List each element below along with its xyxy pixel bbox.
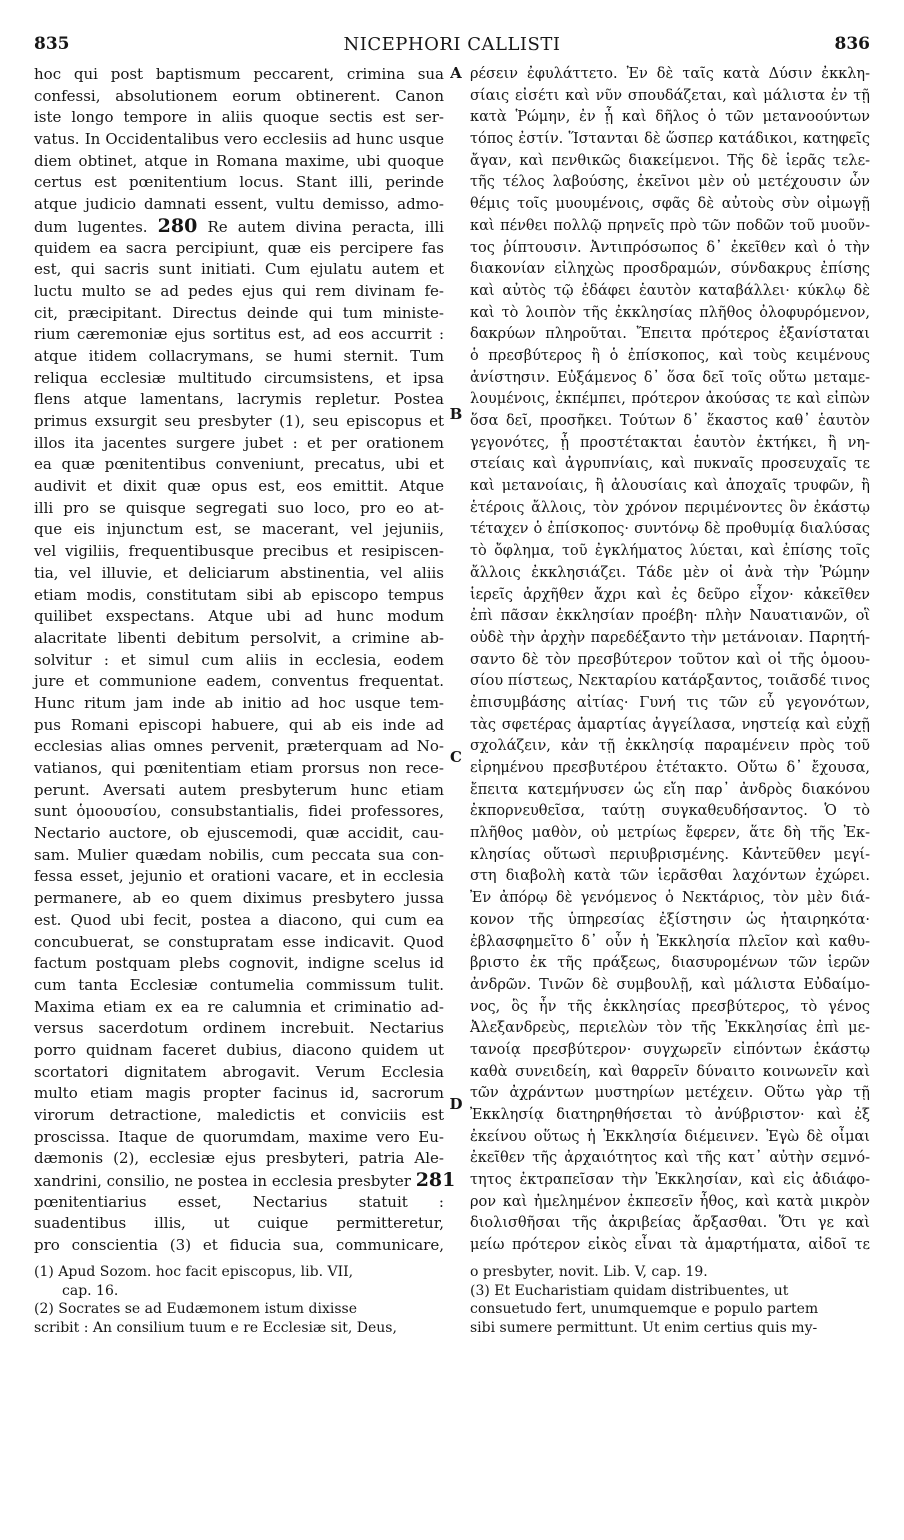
greek-line: σαντο δὲ τὸν πρεσβύτερον τοῦτον καὶ οἱ τῆς ὁμοου- [470, 651, 870, 668]
greek-line: τὸ ὄφλημα, τοῦ ἐγκλήματος λύεται, καὶ ἐπίσης τοῖς [470, 543, 870, 560]
greek-line: καὶ αὐτὸς τῷ ἐδάφει ἑαυτὸν καταβάλλει· κύκλῳ δὲ [470, 282, 870, 299]
latin-line: rium cæremoniæ ejus sortitus est, ad eos accurrit : [34, 325, 444, 344]
greek-line: τανοίᾳ πρεσβύτερον· συγχωρεῖν εἰπόντων ἑκάστῳ [470, 1041, 870, 1058]
latin-line [34, 216, 444, 238]
greek-line: βριστο ἐκ τῆς πράξεως, διασυρομένων τῶν ἱερῶν [470, 955, 870, 972]
latin-line: reliqua ecclesiæ multitudo circumsistens, et ipsa [34, 368, 444, 387]
footnote-line: scribit : An consilium tuum e re Ecclesiæ sit, Deus, [34, 1319, 397, 1336]
latin-line: atque judicio damnati essent, vultu demisso, admo- [34, 195, 444, 214]
latin-line: confessi, absolutionem eorum obtinerent. Canon [34, 86, 444, 105]
latin-line: factum postquam plebs cognovit, indigne scelus id [34, 954, 444, 973]
greek-line: νος, ὃς ἦν τῆς ἐκκλησίας πρεσβύτερος, τὸ γένος [470, 998, 870, 1015]
greek-line: τόπος ἐστίν. Ἵστανται δὲ ὥσπερ κατάδικοι, κατηφεῖς [470, 131, 870, 148]
latin-column [34, 64, 456, 1257]
latin-line: cum tanta Ecclesiæ contumelia commissum tulit. [34, 975, 444, 994]
latin-line: solvitur : et simul cum aliis in ecclesia, eodem [34, 650, 444, 669]
latin-line: quilibet exspectans. Atque ubi ad hunc modum [34, 607, 444, 626]
greek-line: ἐπισυμβάσης αἰτίας· Γυνή τις τῶν εὖ γεγονότων, [470, 694, 870, 711]
latin-line: scortatori dignitatem abrogavit. Verum Ecclesia [34, 1062, 444, 1081]
latin-line: hoc qui post baptismum peccarent, crimina sua [34, 65, 444, 83]
greek-line: ὁ πρεσβύτερος ἢ ὁ ἐπίσκοπος, καὶ τοὺς κειμένους [470, 347, 870, 364]
margin-marker-a: A [450, 64, 462, 82]
column-number: 281 [415, 1169, 456, 1192]
footnotes-left [34, 1263, 454, 1337]
greek-line: καὶ μετανοίαις, ἢ ἀλουσίαις καὶ ἀποχαῖς τρυφῶν, ἢ [470, 478, 870, 495]
greek-line: ἐκπορνευθεῖσα, ταύτῃ συγκαθευδήσαντος. Ὁ τὸ [470, 803, 870, 820]
greek-line: ὅσα δεῖ, προσῆκει. Τούτων δ᾽ ἕκαστος καθ᾽ ἑαυτὸν [470, 413, 870, 429]
latin-line: suadentibus illis, ut cuique permitteretur, [34, 1214, 444, 1233]
latin-line: quidem ea sacra percipiunt, quæ eis percipere fas [34, 238, 444, 257]
latin-line-text: xandrini, consilio, ne postea in ecclesia presbyter [34, 1172, 411, 1191]
page-number-right: 836 [834, 34, 870, 54]
greek-line: σχολάζειν, κἀν τῇ ἐκκλησίᾳ παραμένειν πρὸς τοῦ [470, 738, 870, 755]
greek-line: κατὰ Ῥώμην, ἐν ᾗ καὶ δῆλος ὁ τῶν μετανοούντων [470, 109, 870, 126]
greek-line: οὐδὲ τὴν ἀρχὴν παρεδέξαντο τὴν μετάνοιαν. Παρητή- [470, 629, 870, 646]
latin-line: virorum detractione, maledictis et conviciis est [34, 1106, 444, 1124]
latin-line: vatianos, qui pœnitentiam etiam prorsus non rece- [34, 759, 444, 777]
latin-line [34, 1169, 456, 1192]
latin-line: primus exsurgit seu presbyter (1), seu episcopus et [34, 412, 444, 430]
margin-marker-b: B [449, 405, 463, 423]
latin-line: atque itidem collacrymans, se humi sternit. Tum [34, 346, 444, 365]
greek-line: ἐπὶ πᾶσαν ἐκκλησίαν προέβη· πλὴν Ναυατιανῶν, οἳ [470, 608, 870, 625]
latin-line: fessa esset, jejunio et orationi vacare, et in ecclesia [34, 867, 444, 886]
greek-line: στη διαβολὴ κατὰ τῶν ἱερᾶσθαι λαχόντων ἐχώρει. [470, 868, 870, 885]
greek-line: εἰρημένου πρεσβυτέρου ἐτέτακτο. Οὕτω δ᾽ ἔχουσα, [470, 760, 870, 776]
footnotes-right [470, 1263, 870, 1337]
greek-line: δακρύων πληροῦται. Ἔπειτα πρότερος ἐξανίσταται [470, 326, 870, 343]
latin-line: multo etiam magis propter facinus id, sacrorum [34, 1084, 444, 1103]
latin-line: ecclesias alias omnes pervenit, præterquam ad No- [34, 737, 444, 756]
greek-line: ἀνδρῶν. Τινῶν δὲ συμβουλῇ, καὶ μάλιστα Εὐδαίμο- [470, 976, 870, 993]
greek-line: ἀνίστησιν. Εὐξάμενος δ᾽ ὅσα δεῖ τοῖς οὕτω μεταμε- [470, 369, 870, 386]
latin-line: pus Romani episcopi habuere, qui ab eis inde ad [34, 715, 444, 734]
greek-line: καὶ πένθει πολλῷ πρηνεῖς πρὸ τῶν ποδῶν τοῦ μυοῦν- [470, 217, 870, 234]
margin-marker-d: D [449, 1095, 463, 1113]
greek-line: καὶ τὸ λοιπὸν τῆς ἐκκλησίας πλῆθος ὀλοφυρόμενον, [470, 304, 870, 321]
greek-line: Ἀλεξανδρεὺς, περιελὼν τὸν τῆς Ἐκκλησίας ἐπὶ με- [470, 1020, 870, 1037]
greek-line: ἐβλασφημεῖτο δ᾽ οὖν ἡ Ἐκκλησία πλεῖον καὶ καθυ- [470, 933, 870, 950]
greek-line: ἔπειτα κατεμήνυσεν ὡς εἴη παρ᾽ ἀνδρὸς διακόνου [470, 781, 870, 798]
latin-line: permanere, ab eo quem diximus presbytero jussa [34, 889, 444, 908]
footnote-line: o presbyter, novit. Lib. V, cap. 19. [470, 1264, 708, 1280]
latin-line: sunt ὁμοουσίου, consubstantialis, fidei professores, [34, 802, 444, 821]
greek-line: τητος ἐκτραπεῖσαν τὴν Ἐκκλησίαν, καὶ εἰς ἀδιάφο- [470, 1172, 870, 1189]
greek-line: Ἐν ἀπόρῳ δὲ γενόμενος ὁ Νεκτάριος, τὸν μὲν διά- [470, 890, 870, 907]
latin-line: est. Quod ubi fecit, postea a diacono, qui cum ea [34, 910, 444, 929]
greek-line: ἄγαν, καὶ πενθικῶς διακείμενοι. Τῆς δὲ ἱερᾶς τελε- [470, 152, 870, 169]
latin-line: audivit et dixit quæ opus est, eos emittit. Atque [34, 477, 444, 496]
page-header [34, 34, 870, 60]
latin-line: flens atque lamentans, lacrymis repletur. Postea [34, 390, 444, 409]
greek-line: ἑτέροις ἄλλοις, τὸν χρόνον περιμένοντες ὃν ἑκάστῳ [470, 499, 870, 516]
latin-line: ea quæ pœnitentibus conveniunt, precatus, ubi et [34, 455, 444, 474]
greek-line: λουμένοις, ἐκπέμπει, πρότερον ἀκούσας τε καὶ εἰπὼν [470, 391, 870, 408]
greek-line: μείω πρότερον εἰκὸς εἶναι τὰ ἁμαρτήματα, αἰδοῖ τε [470, 1237, 870, 1254]
greek-line: σίαις εἰσέτι καὶ νῦν σπουδάζεται, καὶ μάλιστα ἐν τῇ [470, 87, 870, 104]
latin-line: pro conscientia (3) et fiducia sua, communicare, [34, 1236, 444, 1255]
latin-line: dæmonis (2), ecclesiæ ejus presbyteri, patria Ale- [34, 1149, 444, 1168]
latin-line: Maxima etiam ex ea re calumnia et criminatio ad- [34, 997, 444, 1016]
footnote-line: (1) Apud Sozom. hoc facit episcopus, lib. VII, [34, 1264, 354, 1280]
latin-line: etiam modis, constitutam sibi ab episcopo tempus [34, 585, 444, 604]
greek-line: τὰς σφετέρας ἁμαρτίας ἀγγείλασα, νηστείᾳ καὶ εὐχῇ [470, 716, 870, 733]
latin-line: pœnitentiarius esset, Nectarius statuit : [34, 1192, 444, 1211]
latin-line: est, qui sacris sunt initiati. Cum ejulatu autem et [34, 260, 444, 279]
latin-line: iste longo tempore in aliis quoque sectis est ser- [34, 108, 444, 127]
footnote-line: cap. 16. [62, 1282, 119, 1299]
latin-line: que eis injunctum est, se macerant, vel jejuniis, [34, 520, 444, 539]
greek-line: θέμις τοῖς μυουμένοις, σφᾶς δὲ αὐτοὺς σὺν οἰμωγῇ [470, 196, 870, 213]
latin-line: porro quidnam faceret dubius, diacono quidem ut [34, 1040, 444, 1059]
greek-line: πλῆθος μαθὸν, οὐ μετρίως ἔφερεν, ἅτε δὴ τῆς Ἐκ- [470, 825, 870, 842]
greek-line: ρον καὶ ἠμελημένον ἐκπεσεῖν ἦθος, καὶ κατὰ μικρὸν [470, 1193, 870, 1210]
latin-line-text: Re autem divina peracta, illi [207, 217, 444, 236]
latin-line: Nectario auctore, ob ejuscemodi, quæ accidit, cau- [34, 824, 444, 843]
greek-line: Ἐκκλησίᾳ διατηρηθήσεται τὸ ἀνύβριστον· καὶ ἐξ [470, 1107, 870, 1123]
greek-line: τος ῥίπτουσιν. Ἀντιπρόσωπος δ᾽ ἐκεῖθεν καὶ ὁ τὴν [470, 239, 870, 256]
latin-line: jure et communione eadem, conventus frequentat. [34, 672, 444, 691]
margin-marker-c: C [450, 748, 462, 766]
latin-line: diem obtinet, atque in Romana maxime, ubi quoque [34, 151, 444, 170]
greek-column [470, 64, 870, 1257]
greek-line: ἐκείνου οὕτως ἡ Ἐκκλησία διέμεινεν. Ἐγὼ δὲ οἶμαι [470, 1128, 870, 1145]
latin-line: illi pro se quisque segregati suo loco, pro eo at- [34, 498, 444, 517]
latin-line-text: dum lugentes. [34, 217, 148, 236]
latin-line: proscissa. Itaque de quorumdam, maxime vero Eu- [34, 1127, 444, 1146]
column-number: 280 [157, 214, 198, 237]
latin-line: sam. Mulier quædam nobilis, cum peccata sua con- [34, 845, 444, 864]
greek-line: στείαις καὶ ἀγρυπνίαις, καὶ πυκναῖς προσευχαῖς τε [470, 456, 870, 473]
greek-line: διολισθῆσαι τῆς ἀκριβείας ἄρξασθαι. Ὅτι γε καὶ [470, 1215, 870, 1232]
greek-line: διακονίαν εἰληχὼς προσδραμών, σύνδακρυς ἐπίσης [470, 261, 870, 278]
latin-line: alacritate libenti debitum persolvit, a crimine ab- [34, 628, 444, 647]
latin-line: illos ita jacentes surgere jubet : et per orationem [34, 433, 444, 452]
greek-line: ἐκεῖθεν τῆς ἀρχαιότητος καὶ τῆς κατ᾽ αὐτὴν σεμνό- [470, 1150, 870, 1167]
footnote-line: sibi sumere permittunt. Ut enim certius quis my- [470, 1319, 818, 1336]
greek-line: καθὰ συνειδείη, καὶ θαρρεῖν δύναιτο κοινωνεῖν καὶ [470, 1063, 870, 1080]
latin-line: tia, vel illuvie, et deliciarum abstinentia, vel aliis [34, 563, 444, 582]
greek-line: σίου πίστεως, Νεκταρίου κατάρξαντος, τοιᾶσδέ τινος [470, 673, 870, 690]
greek-line: κονον τῆς ὑπηρεσίας ἐξίστησιν ὡς ἠταιρηκότα· [470, 911, 870, 928]
footnote-line: (3) Et Eucharistiam quidam distribuentes, ut [470, 1282, 789, 1299]
latin-line: certus est pœnitentium locus. Stant illi, perinde [34, 173, 444, 192]
latin-line: versus sacerdotum ordinem increbuit. Nectarius [34, 1019, 444, 1038]
footnote-line: consuetudo fert, unumquemque e populo partem [470, 1301, 819, 1317]
greek-line: κλησίας οὕτωσὶ περιυβρισμένης. Κἀντεῦθεν μεγί- [470, 846, 870, 863]
footnote-line: (2) Socrates se ad Eudæmonem istum dixisse [34, 1301, 357, 1317]
greek-line: ἄλλοις ἐκκλησιάζει. Τάδε μὲν οἱ ἀνὰ τὴν Ῥώμην [470, 564, 870, 581]
greek-line: τῶν ἀχράντων μυστηρίων μετέχειν. Οὕτω γὰρ τῇ [470, 1085, 870, 1102]
latin-line: vel vigiliis, frequentibusque precibus et resipiscen- [34, 542, 444, 561]
greek-line: γεγονότες, ᾗ προστέτακται ἑαυτὸν ἐκτήκει, ἢ νη- [470, 434, 870, 451]
latin-line: vatus. In Occidentalibus vero ecclesiis ad hunc usque [34, 130, 444, 149]
latin-line: Hunc ritum jam inde ab initio ad hoc usque tem- [34, 693, 444, 712]
greek-line: τέταχεν ὁ ἐπίσκοπος· συντόνῳ δὲ προθυμίᾳ διαλύσας [470, 521, 870, 538]
greek-line: ἱερεῖς ἀρχῆθεν ἄχρι καὶ ἐς δεῦρο εἶχον· κἀκεῖθεν [470, 586, 870, 603]
latin-line: luctu multo se ad pedes ejus qui rem divinam fe- [34, 281, 444, 300]
latin-line: cit, præcipitant. Directus deinde qui tum ministe- [34, 303, 444, 322]
greek-line: ρέσειν ἐφυλάττετο. Ἐν δὲ ταῖς κατὰ Δύσιν ἐκκλη- [470, 66, 870, 82]
page-number-left: 835 [34, 34, 70, 54]
greek-line: τῆς τέλος λαβούσης, ἐκεῖνοι μὲν οὐ μετέχουσιν ὧν [470, 174, 870, 191]
latin-line: concubuerat, se constupratam esse indicavit. Quod [34, 932, 444, 951]
running-title: NICEPHORI CALLISTI [343, 34, 561, 55]
latin-line: perunt. Aversati autem presbyterum hunc etiam [34, 780, 444, 799]
